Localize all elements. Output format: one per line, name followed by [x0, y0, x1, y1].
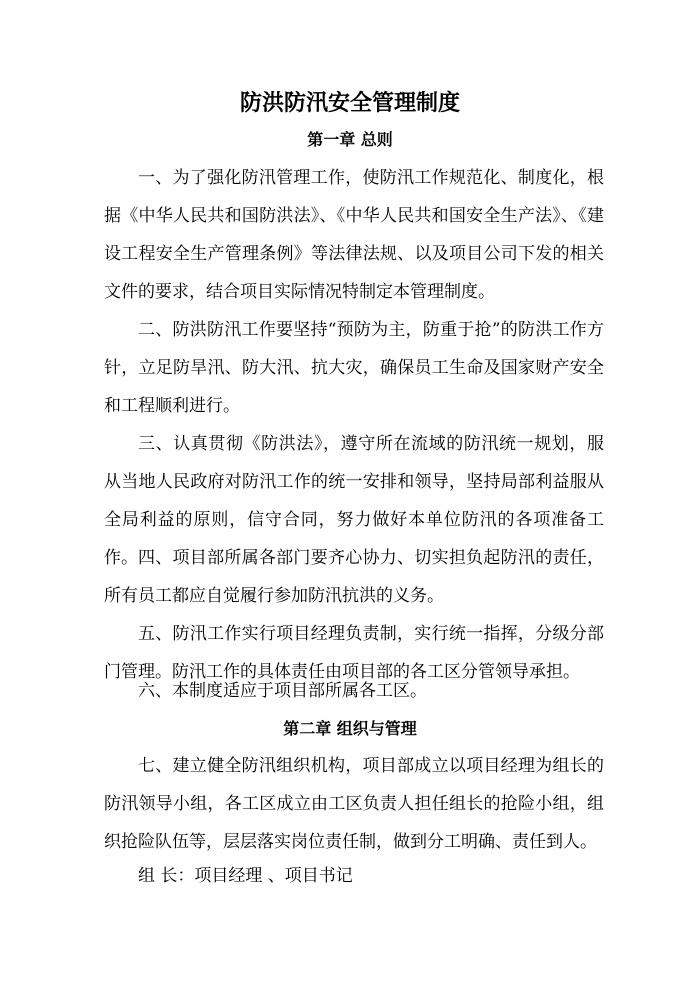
paragraph-1: 一、为了强化防汛管理工作，使防汛工作规范化、制度化，根据《中华人民共和国防洪法》、《中华人民共和国安全生产法》、《建设工程安全生产管理条例》等法律法规、以及项目公司下发的相关文件的要求，结合项目实际情况特制定本管理制度。 — [104, 168, 604, 302]
paragraph-6: 六、本制度适应于项目部所属各工区。 — [138, 681, 427, 701]
paragraph-3: 三、认真贯彻《防洪法》，遵守所在流域的防汛统一规划，服从当地人民政府对防汛工作的统一安排和领导，坚持局部利益服从全局利益的原则，信守合同，努力做好本单位防汛的各项准备工作。 — [104, 434, 604, 568]
paragraph-5: 五、防汛工作实行项目经理负责制，实行统一指挥，分级分部门管理。防汛工作的具体责任由项目部的各工区分管领导承担。 — [104, 624, 604, 682]
paragraph-7: 七、建立健全防汛组织机构，项目部成立以项目经理为组长的防汛领导小组，各工区成立由工区负责人担任组长的抢险小组，组织抢险队伍等，层层落实岗位责任制，做到分工明确、责任到人。 — [104, 756, 604, 852]
paragraph-2: 二、防洪防汛工作要坚持“预防为主，防重于抢”的防洪工作方针，立足防旱汛、防大汛、抗大灾，确保员工生命及国家财产安全和工程顺利进行。 — [104, 320, 604, 416]
chapter-2-heading: 第二章 组织与管理 — [283, 719, 417, 738]
team-leader-line: 组 长：项目经理 、项目书记 — [138, 866, 353, 886]
document-title: 防洪防汛安全管理制度 — [239, 90, 460, 116]
paragraph-4: 四、项目部所属各部门要齐心协力、切实担负起防汛的责任，所有员工都应自觉履行参加防汛抗洪的义务。 — [104, 548, 604, 606]
chapter-1-heading: 第一章 总则 — [307, 130, 393, 149]
